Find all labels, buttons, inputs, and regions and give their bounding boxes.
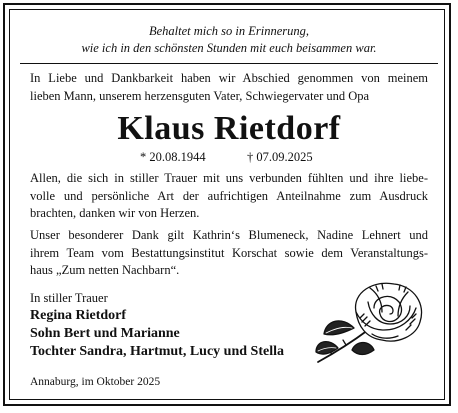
mourner-name: Regina Rietdorf <box>30 308 127 323</box>
thanks1-line-3: brachten, danken wir von Herzen. <box>30 206 200 220</box>
rose-icon <box>312 278 430 364</box>
death-date: † 07.09.2025 <box>247 150 313 164</box>
mourners-heading: In stiller Trauer <box>30 291 108 305</box>
thanks-paragraph-2 <box>30 227 428 280</box>
place-date: Annaburg, im Oktober 2025 <box>30 376 161 388</box>
thanks2-line-1: Unser besonderer Dank gilt Kathrin‘s Blumeneck, Nadine Lehnert und <box>30 228 428 242</box>
thanks1-line-1: Allen, die sich in stiller Trauer mit uns verbunden fühlten und ihre liebe- <box>30 171 428 185</box>
thanks-paragraph-1 <box>30 170 428 223</box>
motto-line-2: wie ich in den schönsten Stunden mit euch beisammen war. <box>81 41 377 55</box>
divider <box>20 63 438 64</box>
thanks1-line-2: volle und persönliche Art der aufrichtigen Anteilnahme zum Ausdruck <box>30 188 428 203</box>
mourner-name: Tochter Sandra, Hartmut, Lucy und Stella <box>30 344 284 359</box>
motto-line-1: Behaltet mich so in Erinnerung, <box>148 24 310 38</box>
intro-line-2: lieben Mann, unserem herzensguten Vater, Schwiegervater und Opa <box>30 88 370 103</box>
thanks2-line-3: haus „Zum netten Nachbarn“. <box>30 263 180 277</box>
birth-date: * 20.08.1944 <box>140 150 206 164</box>
intro-line-1: In Liebe und Dankbarkeit haben wir Abschied genommen von meinem <box>30 71 428 85</box>
mourner-name: Sohn Bert und Marianne <box>30 326 180 341</box>
thanks2-line-2: ihrem Team vom Bestattungsinstitut Korschat sowie dem Veranstaltungs- <box>30 245 428 260</box>
intro-paragraph <box>30 70 428 105</box>
deceased-name: Klaus Rietdorf <box>117 110 341 147</box>
